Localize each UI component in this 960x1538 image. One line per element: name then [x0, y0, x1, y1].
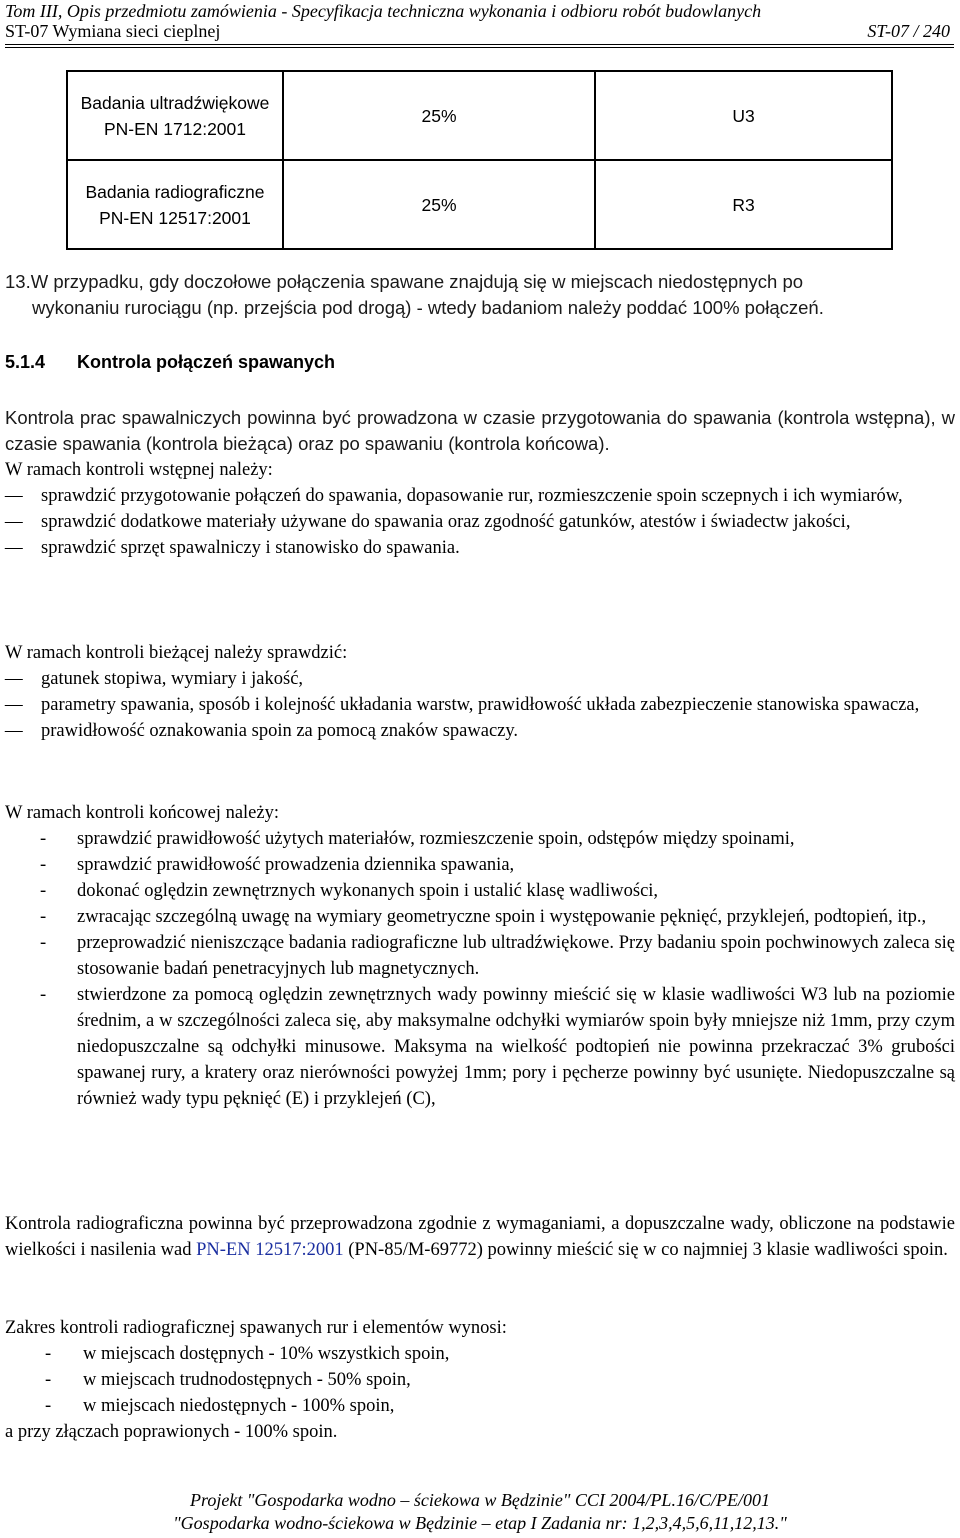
header-spec-name: ST-07 Wymiana sieci cieplnej — [5, 21, 221, 41]
radiographic-paragraph — [5, 1211, 955, 1263]
initial-inspection-heading: W ramach kontroli wstępnej należy: — [5, 460, 273, 480]
list-item: - w miejscach dostępnych - 10% wszystkich spoin, — [5, 1341, 955, 1367]
list-item: - zwracając szczególną uwagę na wymiary geometryczne spoin i występowanie pęknięć, przyklejeń, podtopień, itp., — [5, 904, 955, 930]
current-inspection-block — [5, 640, 955, 744]
header-rule-second — [5, 47, 954, 48]
section-heading — [5, 352, 335, 373]
list-item: - sprawdzić prawidłowość użytych materiałów, rozmieszczenie spoin, odstępów między spoinami, — [5, 826, 955, 852]
header-document-title: Tom III, Opis przedmiotu zamówienia - Specyfikacja techniczna wykonania i odbioru robót budowlanych — [5, 1, 762, 21]
radiographic-text: Kontrola radiograficzna powinna być przeprowadzona zgodnie z wymaganiami, a dopuszczalne wady, obliczone na podstawie wielkości i nasilenia wad — [5, 1214, 955, 1260]
standard-link[interactable]: PN-EN 12517:2001 — [196, 1240, 344, 1260]
scope-list — [5, 1341, 955, 1419]
table-cell-method — [67, 71, 283, 160]
list-item: - sprawdzić prawidłowość prowadzenia dziennika spawania, — [5, 852, 955, 878]
method-name: Badania radiograficzne — [85, 181, 265, 202]
footer-tasks: "Gospodarka wodno-ściekowa w Będzinie – etap I Zadania nr: 1,2,3,4,5,6,11,12,13." — [173, 1513, 787, 1533]
list-item: – gatunek stopiwa, wymiary i jakość, — [5, 666, 955, 692]
table-cell-class: U3 — [595, 71, 892, 160]
intro-paragraph: Kontrola prac spawalniczych powinna być prowadzona w czasie przygotowania do spawania (kontrola wstępna), w czasie spawania (kontrola bieżąca) oraz po spawaniu (kontrola końcowa). — [5, 407, 955, 454]
list-item: – sprawdzić przygotowanie połączeń do spawania, dopasowanie rur, rozmieszczenie spoin sczepnych i ich wymiarów, — [5, 483, 955, 509]
page-number: ST-07 / 240 — [867, 21, 950, 41]
list-item: - przeprowadzić nieniszczące badania radiograficzne lub ultradźwiękowe. Przy badaniu spoin pochwinowych zaleca się stosowanie badań penetracyjnych lub magnetycznych. — [5, 930, 955, 982]
list-item: - w miejscach niedostępnych - 100% spoin, — [5, 1393, 955, 1419]
list-item: – parametry spawania, sposób i kolejność układania warstw, prawidłowość układa zabezpieczenie stanowiska spawacza, — [5, 692, 955, 718]
section-title: Kontrola połączeń spawanych — [77, 352, 336, 372]
radiographic-text-end: (PN-85/M-69772) powinny mieścić się w co najmniej 3 klasie wadliwości spoin. — [343, 1240, 948, 1260]
list-item: - dokonać oględzin zewnętrznych wykonanych spoin i ustalić klasę wadliwości, — [5, 878, 955, 904]
initial-inspection-list — [5, 483, 955, 561]
footer-project: Projekt "Gospodarka wodno – ściekowa w Będzinie" CCI 2004/PL.16/C/PE/001 — [190, 1490, 770, 1510]
paragraph-13-line1: 13.W przypadku, gdy doczołowe połączenia spawane znajdują się w miejscach niedostępnych po — [5, 271, 804, 292]
list-item: – sprawdzić sprzęt spawalniczy i stanowisko do spawania. — [5, 535, 955, 561]
scope-heading: Zakres kontroli radiograficznej spawanych rur i elementów wynosi: — [5, 1318, 507, 1338]
list-item: - w miejscach trudnodostępnych - 50% spoin, — [5, 1367, 955, 1393]
current-inspection-heading: W ramach kontroli bieżącej należy sprawdzić: — [5, 643, 348, 663]
table-cell-method — [67, 160, 283, 249]
table-cell-class: R3 — [595, 160, 892, 249]
scope-closing: a przy złączach poprawionych - 100% spoin. — [5, 1422, 338, 1442]
table-row — [67, 160, 892, 249]
list-item: – sprawdzić dodatkowe materiały używane do spawania oraz zgodność gatunków, atestów i świadectw jakości, — [5, 509, 955, 535]
final-inspection-heading: W ramach kontroli końcowej należy: — [5, 803, 279, 823]
testing-table — [66, 70, 893, 250]
current-inspection-list — [5, 666, 955, 744]
initial-inspection-block — [5, 457, 955, 561]
paragraph-13 — [5, 269, 955, 321]
table-row — [67, 71, 892, 160]
paragraph-13-line2: wykonaniu rurociągu (np. przejścia pod drogą) - wtedy badaniom należy poddać 100% połączeń. — [32, 297, 824, 318]
list-item: - stwierdzone za pomocą oględzin zewnętrznych wady powinny mieścić się w klasie wadliwości W3 lub na poziomie średnim, a w szczególności zaleca się, aby maksymalne odchyłki wymiarów spoin były mniejsze niż 1mm, przy czym niedopuszczalne są odchyłki minusowe. Maksyma na wielkość podtopień nie powinna przekraczać 3% grubości spawanej rury, a kratery oraz nierówności powyżej 1mm; pory i pęcherze powinny być usunięte. Niedopuszczalne są również wady typu pęknięć (E) i przyklejeń (C), — [5, 982, 955, 1112]
final-inspection-list — [5, 826, 955, 1112]
method-standard: PN-EN 12517:2001 — [99, 207, 251, 228]
table-cell-percent: 25% — [283, 160, 595, 249]
list-item: – prawidłowość oznakowania spoin za pomocą znaków spawaczy. — [5, 718, 955, 744]
header-rule — [5, 44, 954, 45]
method-standard: PN-EN 1712:2001 — [103, 118, 247, 139]
method-name: Badania ultradźwiękowe — [80, 92, 270, 113]
final-inspection-block — [5, 800, 955, 1112]
table-cell-percent: 25% — [283, 71, 595, 160]
scope-block — [5, 1315, 955, 1445]
section-number: 5.1.4 — [5, 352, 46, 372]
